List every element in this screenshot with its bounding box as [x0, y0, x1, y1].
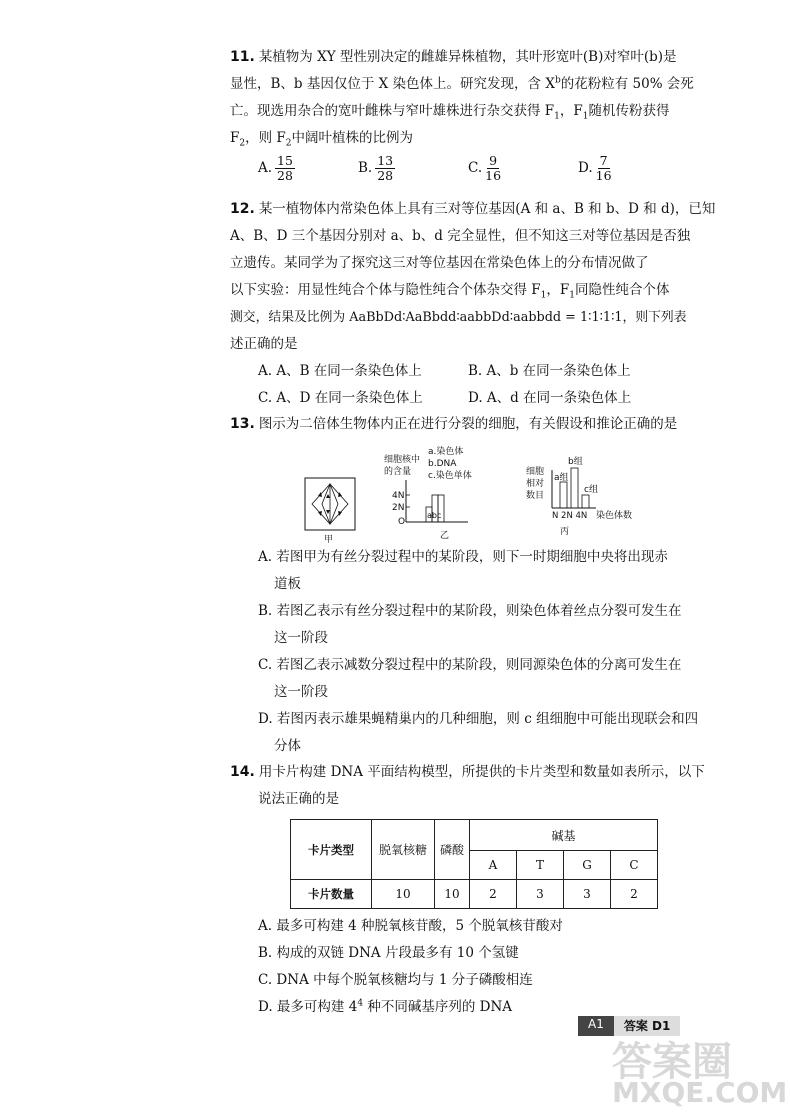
- th-base-t: T: [517, 851, 564, 880]
- figure-yi-label: 乙: [440, 531, 450, 541]
- question-11: [230, 44, 700, 188]
- q13-option-b[interactable]: B. 若图乙表示有丝分裂过程中的某阶段，则染色体着丝点分裂可发生在: [258, 603, 682, 619]
- yi-tick-2n: 2N: [392, 503, 405, 513]
- bing-bar-c: [582, 495, 589, 508]
- bing-label-a: a组: [554, 473, 569, 483]
- q12-line6: 述正确的是: [230, 336, 298, 352]
- q13-options: [230, 544, 700, 760]
- bing-label-b: b组: [568, 457, 583, 467]
- bing-label-c: c组: [584, 485, 598, 495]
- figure-bing-chart: [526, 456, 632, 537]
- q12-option-c[interactable]: C. A、D 在同一条染色体上: [258, 390, 423, 406]
- q11-line3: 亡。现选用杂合的宽叶雌株与窄叶雄株进行杂交获得 $F_1$，$F_1$随机传粉获得: [230, 103, 670, 122]
- th-sugar: 脱氧核糖: [372, 820, 435, 880]
- table-row: [291, 880, 658, 909]
- q12-option-d[interactable]: D. A、d 在同一条染色体上: [468, 390, 632, 406]
- cell-g: 3: [564, 880, 611, 909]
- th-phosphate: 磷酸: [435, 820, 470, 880]
- q14-card-table: [290, 819, 658, 909]
- q12-line4: 以下实验：用显性纯合个体与隐性纯合个体杂交得 $F_1$，$F_1$同隐性纯合个体: [230, 282, 670, 301]
- q11-option-a[interactable]: A. $\frac{15}{28}$: [258, 153, 293, 183]
- yi-legend-a: a.染色体: [428, 447, 464, 457]
- th-base-c: C: [611, 851, 658, 880]
- bing-x-ticks: N 2N 4N: [552, 511, 588, 521]
- bing-bar-b: [571, 468, 578, 508]
- q12-option-a[interactable]: A. A、B 在同一条染色体上: [258, 363, 422, 379]
- q12-options-row1: [230, 358, 700, 385]
- bing-x-label: 染色体数: [596, 511, 633, 521]
- yi-legend-c: c.染色单体: [428, 471, 472, 481]
- question-12: 12. 某一植物体内常染色体上具有三对等位基因(A 和 a、B 和 b、D 和 d)，已知 A、B、D 三个基因分别对 a、b、d 完全显性，但不知这三对等位基因是否独 立遗传。某同学为了探究这三对等位基因在常染色体上的分布情况做了 以下实验：用显性纯合个体与隐性纯合个体杂交得 $F_1$，$F_1$同隐性纯合个体 测交，结果及比例为 AaBbDd∶AaBbdd∶aabbDd∶aabbdd = 1∶1∶1∶1，则下列表 述正确的是 A. A、B 在同一条染色体上 B. A、b 在同一条染色体上 C. A、D 在同一条染色体上 D. A、d 在同一条染色体上: [230, 196, 700, 412]
- figure-jia-label: 甲: [324, 535, 334, 545]
- figure-jia-cell: [305, 478, 355, 545]
- q13-number: 13.: [230, 416, 255, 432]
- q13-option-a-cont: 道板: [274, 576, 301, 592]
- q13-option-d-cont: 分体: [274, 738, 301, 754]
- row-label: 卡片数量: [291, 880, 372, 909]
- q14-line2: 说法正确的是: [258, 791, 339, 807]
- bing-bar-a: [560, 482, 567, 508]
- table-header-row: [291, 820, 658, 851]
- q11-line4: $F_2$，则 $F_2$中阔叶植株的比例为: [230, 130, 414, 149]
- q11-option-b[interactable]: B. $\frac{13}{28}$: [358, 153, 394, 183]
- q13-option-a[interactable]: A. 若图甲为有丝分裂过程中的某阶段，则下一时期细胞中央将出现赤: [258, 549, 668, 565]
- cell-sugar: 10: [372, 880, 435, 909]
- q12-line2: A、B、D 三个基因分别对 a、b、d 完全显性，但不知这三对等位基因是否独: [230, 228, 691, 244]
- th-base-g: G: [564, 851, 611, 880]
- bing-ylabel-3: 数目: [526, 491, 545, 501]
- bing-ylabel-1: 细胞: [526, 467, 545, 477]
- cell-a: 2: [470, 880, 517, 909]
- th-base: 碱基: [470, 820, 658, 851]
- q11-options: [230, 154, 700, 188]
- q12-options-row2: [230, 385, 700, 412]
- yi-ylabel-2: 的含量: [384, 467, 412, 477]
- yi-bar-labels: abc: [427, 511, 442, 520]
- q14-option-d[interactable]: D. 最多可构建 $4^4$ 种不同碱基序列的 DNA: [258, 998, 513, 1015]
- th-card-type: 卡片类型: [291, 820, 372, 880]
- q13-option-d[interactable]: D. 若图丙表示雄果蝇精巢内的几种细胞，则 c 组细胞中可能出现联会和四: [258, 711, 699, 727]
- q11-line1: 11. 某植物为 XY 型性别决定的雌雄异株植物，其叶形宽叶(B)对窄叶(b)是: [230, 49, 677, 65]
- q12-line5: 测交，结果及比例为 AaBbDd∶AaBbdd∶aabbDd∶aabbdd = 1∶1∶1∶1，则下列表: [230, 310, 687, 325]
- q11-option-c[interactable]: C. $\frac{9}{16}$: [468, 153, 502, 183]
- yi-legend-b: b.DNA: [428, 459, 457, 469]
- question-14: 14. 用卡片构建 DNA 平面结构模型，所提供的卡片类型和数量如表所示，以下 说法正确的是: [230, 759, 700, 813]
- cell-c: 2: [611, 880, 658, 909]
- figure-yi-chart: [384, 445, 472, 541]
- footer-page-tag: A1: [578, 1016, 614, 1036]
- cell-phosphate: 10: [435, 880, 470, 909]
- q12-number: 12.: [230, 201, 255, 217]
- cell-t: 3: [517, 880, 564, 909]
- q12-option-b[interactable]: B. A、b 在同一条染色体上: [468, 363, 631, 379]
- q14-options: [230, 913, 700, 1021]
- bing-ylabel-2: 相对: [526, 479, 545, 489]
- yi-tick-4n: 4N: [392, 491, 405, 501]
- q14-option-b[interactable]: B. 构成的双链 DNA 片段最多有 10 个氢键: [258, 945, 519, 961]
- q13-option-c[interactable]: C. 若图乙表示减数分裂过程中的某阶段，则同源染色体的分离可发生在: [258, 657, 682, 673]
- th-base-a: A: [470, 851, 517, 880]
- footer-answer-tag: 答案 D1: [614, 1016, 681, 1036]
- watermark-logo: 答案圈: [612, 1039, 732, 1085]
- q14-option-c[interactable]: C. DNA 中每个脱氧核糖均与 1 分子磷酸相连: [258, 972, 533, 988]
- q11-line2: 显性，B、b 基因仅位于 X 染色体上。研究发现，含 $X^b$的花粉粒有 50% 会死: [230, 75, 694, 92]
- q13-figures: [290, 440, 690, 546]
- q14-number: 14.: [230, 764, 255, 780]
- watermark-url: MXQE.COM: [612, 1076, 788, 1109]
- q14-option-a[interactable]: A. 最多可构建 4 种脱氧核苷酸，5 个脱氧核苷酸对: [258, 918, 563, 934]
- yi-origin: O: [398, 517, 406, 527]
- q12-line3: 立遗传。某同学为了探究这三对等位基因在常染色体上的分布情况做了: [230, 255, 649, 271]
- q11-number: 11.: [230, 49, 255, 65]
- q11-option-d[interactable]: D. $\frac{7}{16}$: [578, 153, 612, 183]
- q13-option-b-cont: 这一阶段: [274, 630, 328, 646]
- figure-bing-label: 丙: [560, 527, 570, 537]
- question-13: 13. 图示为二倍体生物体内正在进行分裂的细胞，有关假设和推论正确的是: [230, 416, 678, 432]
- yi-ylabel-1: 细胞核中: [384, 455, 421, 465]
- q13-option-c-cont: 这一阶段: [274, 684, 328, 700]
